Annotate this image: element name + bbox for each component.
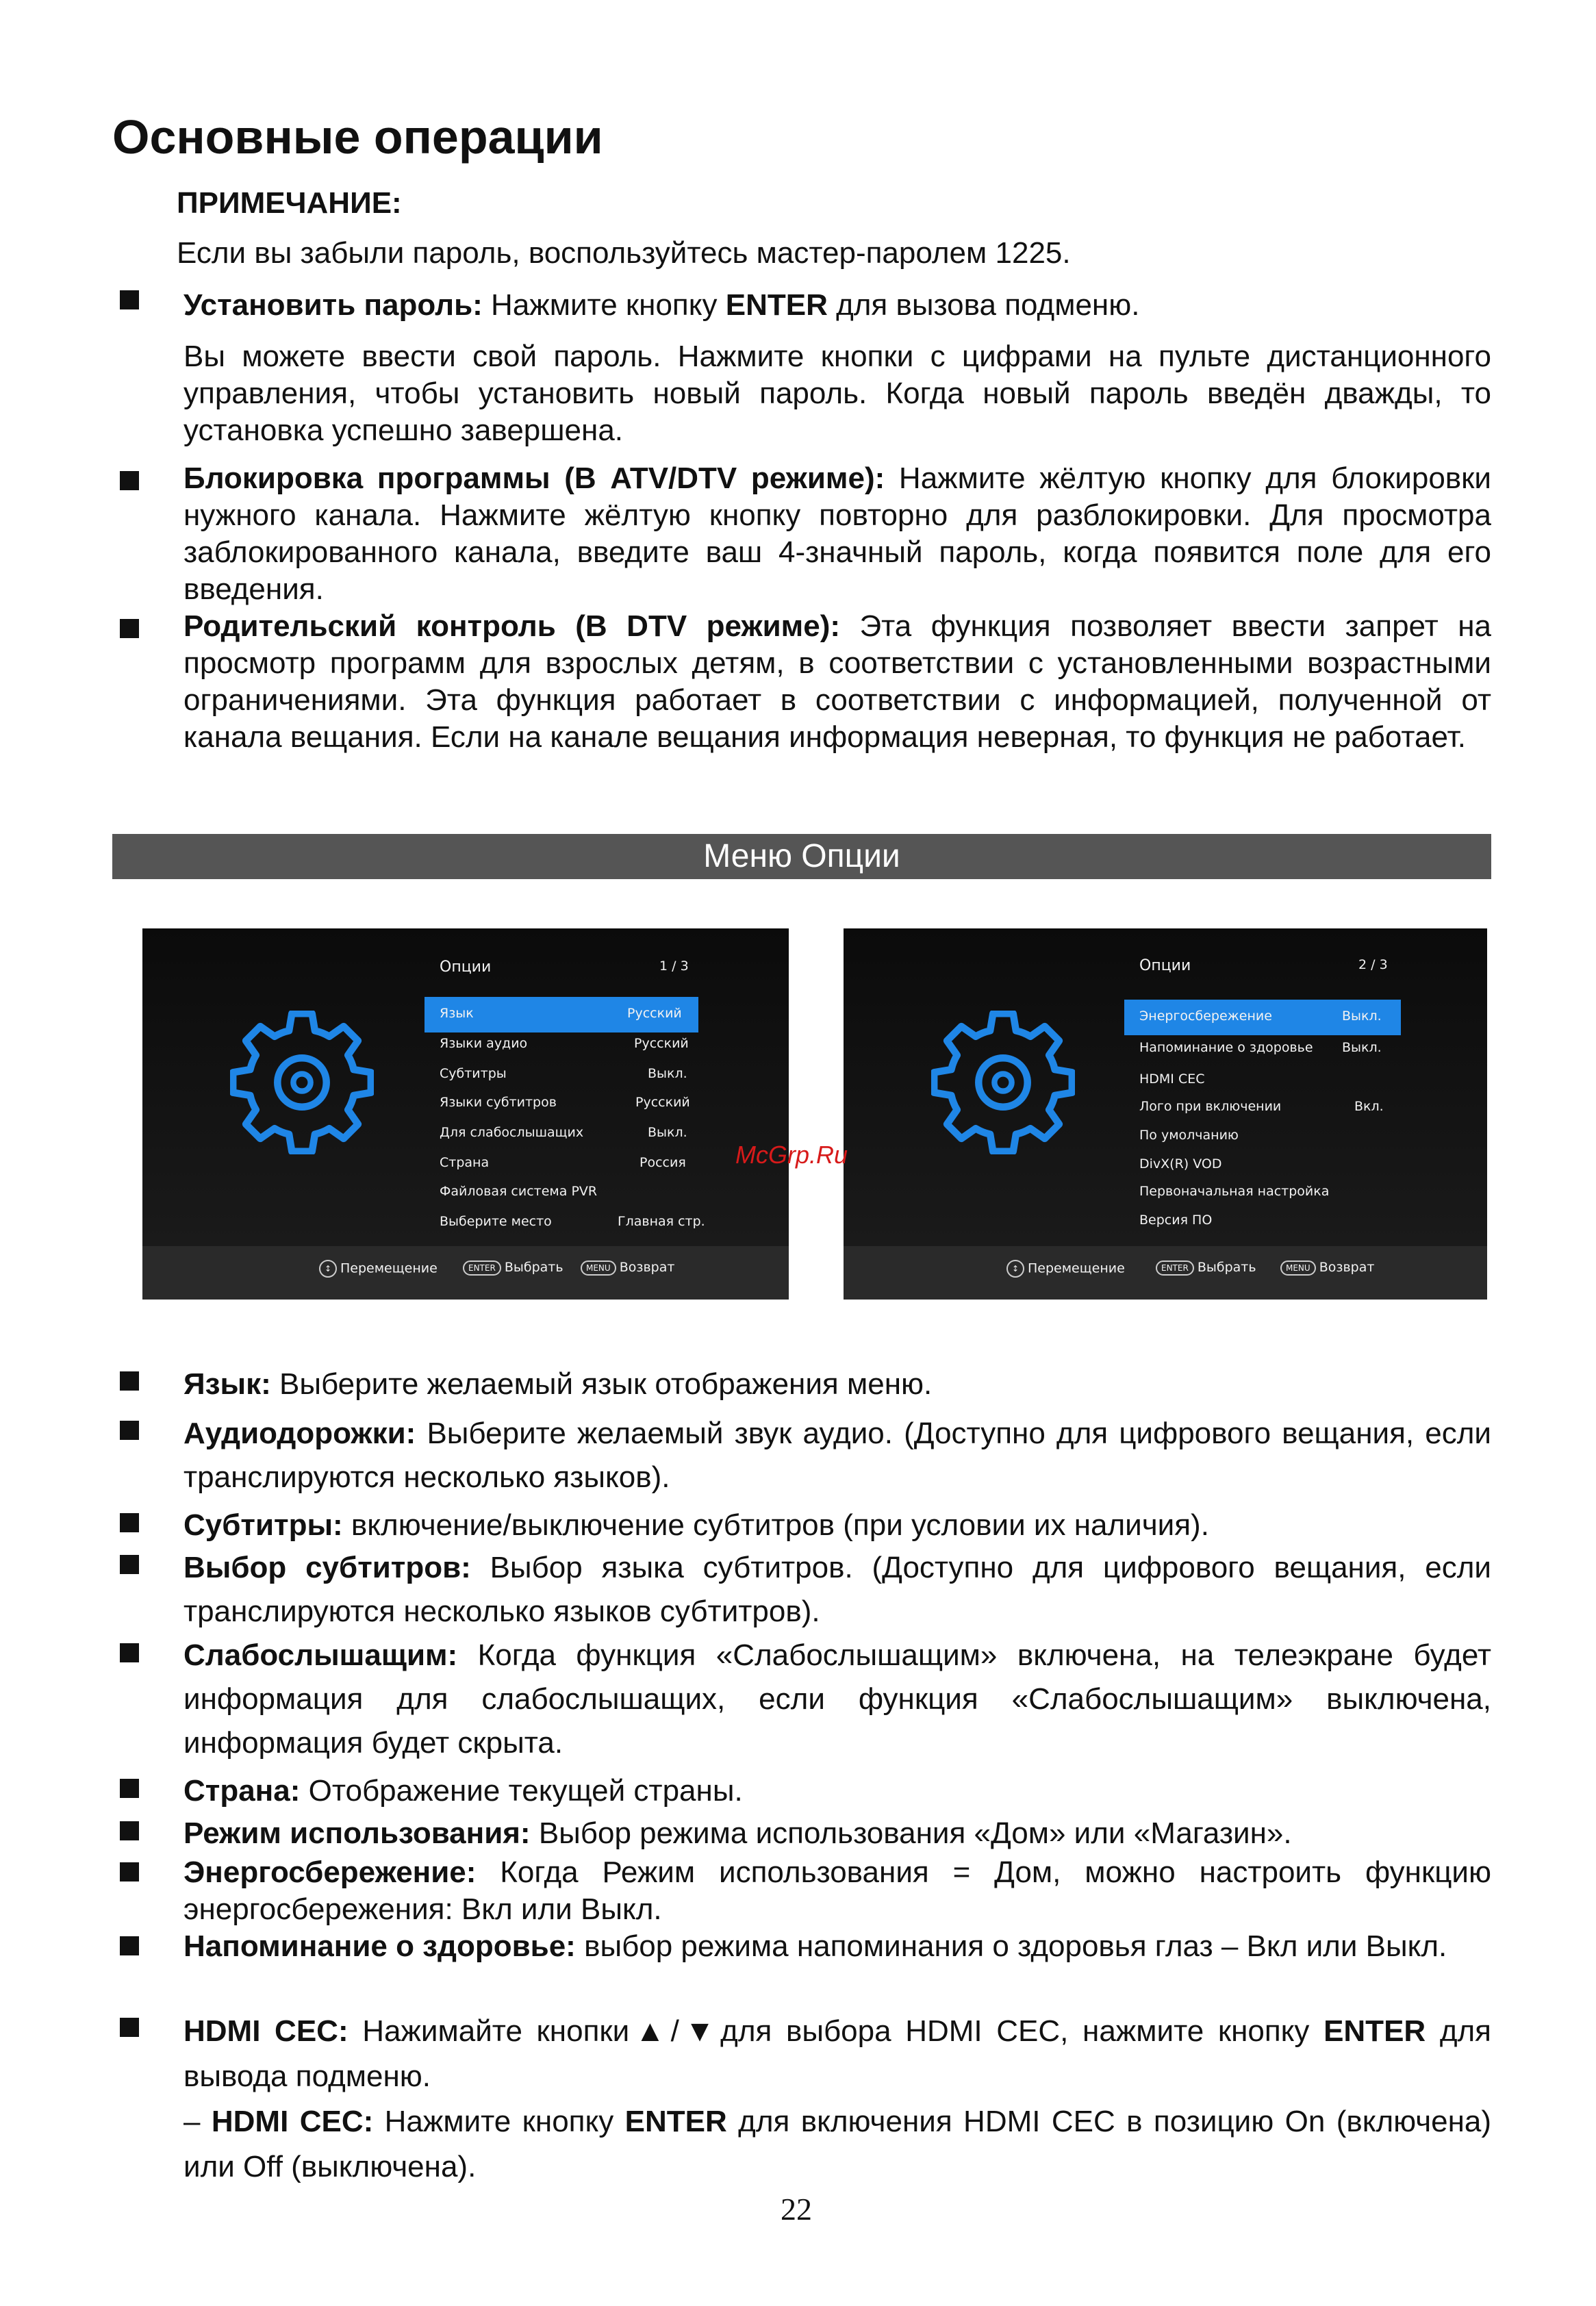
footer-back-hint: MENU Возврат <box>1280 1260 1374 1276</box>
options-screen-page-2 <box>844 928 1487 1300</box>
bullet-subtitles: Субтитры: включение/выключение субтитров (при условии их наличия). <box>183 1508 1209 1542</box>
updown-icon: ↕ <box>319 1260 337 1278</box>
bullet-marker <box>120 619 139 638</box>
section-banner: Меню Опции <box>112 834 1491 879</box>
footer-select-hint: ENTER Выбрать <box>463 1260 563 1276</box>
bullet-country: Страна: Отображение текущей страны. <box>183 1774 743 1808</box>
menu-key-icon: MENU <box>581 1260 616 1276</box>
gear-icon <box>931 1011 1075 1154</box>
options-screen-page-1 <box>142 928 789 1300</box>
menu-item-subtitle-language[interactable]: Языки субтитров Русский <box>440 1095 690 1110</box>
bullet-marker <box>120 1643 139 1662</box>
gear-icon <box>230 1011 374 1154</box>
footer-select-hint: ENTER Выбрать <box>1156 1260 1256 1276</box>
bullet-health-reminder: Напоминание о здоровье: выбор режима напоминания о здоровья глаз – Вкл или Выкл. <box>183 1929 1447 1963</box>
set-password-details: Вы можете ввести свой пароль. Нажмите кнопки с цифрами на пульте дистанционного управления, чтобы установить новый пароль. Когда новый пароль введён дважды, то установка успешно завершена. <box>183 340 1491 447</box>
menu-item-hearing-impaired[interactable]: Для слабослышащих Выкл. <box>440 1125 687 1140</box>
bullet-program-lock: Блокировка программы (В ATV/DTV режиме): Нажмите жёлтую кнопку для блокировки нужного канала. Нажмите жёлтую кнопку повторно для разблокировки. Для просмотра заблокированного канала, введите ваш 4-значный пароль, когда появится поле для его введения. <box>183 461 1491 606</box>
menu-item-boot-logo[interactable]: Лого при включении Вкл. <box>1139 1099 1384 1114</box>
watermark: McGrp.Ru <box>735 1141 848 1169</box>
bullet-marker <box>120 471 139 490</box>
bullet-marker <box>120 1513 139 1532</box>
menu-item-pvr-file-system[interactable]: Файловая система PVR <box>440 1184 598 1199</box>
menu-page-indicator: 1 / 3 <box>659 959 689 974</box>
note-heading: ПРИМЕЧАНИЕ: <box>177 186 402 220</box>
bullet-marker <box>120 1421 139 1440</box>
menu-key-icon: MENU <box>1280 1260 1316 1276</box>
footer-back-hint: MENU Возврат <box>581 1260 674 1276</box>
bullet-language: Язык: Выберите желаемый язык отображения меню. <box>183 1367 933 1401</box>
bullet-marker <box>120 1555 139 1574</box>
updown-icon: ↕ <box>1006 1260 1024 1278</box>
enter-key-icon: ENTER <box>1156 1260 1194 1276</box>
menu-page-indicator: 2 / 3 <box>1358 957 1388 972</box>
bullet-hdmi-cec: HDMI CEC: Нажимайте кнопки▲/▼для выбора HDMI CEC, нажмите кнопку ENTER для вывода подменю. <box>183 2014 1491 2093</box>
enter-key-icon: ENTER <box>463 1260 501 1276</box>
bullet-parental-control: Родительский контроль (В DTV режиме): Эта функция позволяет ввести запрет на просмотр программ для взрослых детям, в соответствии с установленными возрастными ограничениями. Эта функция работает в соответствии с информацией, полученной от канала вещания. Если на канале вещания информация неверная, то функция не работает. <box>183 609 1491 754</box>
menu-item-country[interactable]: Страна Россия <box>440 1155 686 1170</box>
menu-item-select-location[interactable]: Выберите место Главная стр. <box>440 1214 705 1229</box>
bullet-subtitle-selection: Выбор субтитров: Выбор языка субтитров. (Доступно для цифрового вещания, если транслируются несколько языков субтитров). <box>183 1551 1491 1628</box>
menu-item-health-reminder[interactable]: Напоминание о здоровье Выкл. <box>1139 1040 1382 1055</box>
bullet-marker <box>120 1779 139 1798</box>
menu-item-energy-saving[interactable]: Энергосбережение Выкл. <box>1124 1000 1401 1035</box>
menu-item-first-time-setup[interactable]: Первоначальная настройка <box>1139 1184 1330 1199</box>
menu-footer <box>142 1246 789 1300</box>
bullet-audio-tracks: Аудиодорожки: Выберите желаемый звук аудио. (Доступно для цифрового вещания, если транслируются несколько языков). <box>183 1417 1491 1494</box>
menu-item-audio-language[interactable]: Языки аудио Русский <box>440 1036 689 1051</box>
bullet-set-password: Установить пароль: Нажмите кнопку ENTER для вызова подменю. <box>183 288 1140 322</box>
bullet-marker <box>120 1821 139 1840</box>
footer-move-hint: ↕ Перемещение <box>319 1260 438 1278</box>
menu-item-language[interactable]: Язык Русский <box>425 997 698 1032</box>
menu-item-default[interactable]: По умолчанию <box>1139 1128 1239 1143</box>
hdmi-cec-sub-item: – HDMI CEC: Нажмите кнопку ENTER для включения HDMI CEC в позицию On (включена) или Off (выключена). <box>183 2105 1492 2183</box>
menu-item-divx-vod[interactable]: DivX(R) VOD <box>1139 1156 1222 1171</box>
bullet-marker <box>120 1936 139 1955</box>
bullet-marker <box>120 1862 139 1881</box>
bullet-energy-saving: Энергосбережение: Когда Режим использования = Дом, можно настроить функцию энергосбережения: Вкл или Выкл. <box>183 1855 1491 1926</box>
bullet-marker <box>120 2018 139 2037</box>
menu-item-subtitles[interactable]: Субтитры Выкл. <box>440 1066 687 1081</box>
menu-item-software-version[interactable]: Версия ПО <box>1139 1213 1213 1228</box>
menu-title: Опции <box>440 959 492 976</box>
page-number: 22 <box>781 2192 812 2227</box>
bullet-marker <box>120 1371 139 1391</box>
bullet-hearing-impaired: Слабослышащим: Когда функция «Слабослышащим» включена, на телеэкране будет информация для слабослышащих, если функция «Слабослышащим» выключена, информация будет скрыта. <box>183 1638 1491 1760</box>
note-text: Если вы забыли пароль, воспользуйтесь мастер-паролем 1225. <box>177 236 1071 270</box>
bullet-marker <box>120 290 139 309</box>
page-title: Основные операции <box>112 110 603 164</box>
menu-footer <box>844 1246 1487 1300</box>
menu-title: Опции <box>1139 957 1191 974</box>
bullet-usage-mode: Режим использования: Выбор режима использования «Дом» или «Магазин». <box>183 1816 1292 1850</box>
footer-move-hint: ↕ Перемещение <box>1006 1260 1125 1278</box>
menu-item-hdmi-cec[interactable]: HDMI CEC <box>1139 1072 1205 1087</box>
